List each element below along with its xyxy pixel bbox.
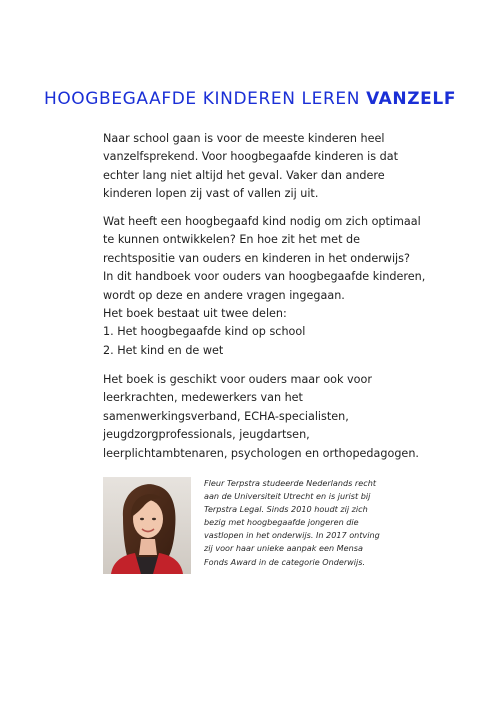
text-line: leerkrachten, medewerkers van het (103, 391, 303, 405)
text-line: Wat heeft een hoogbegaafd kind nodig om zich optimaal (103, 215, 421, 228)
bio-line: Terpstra Legal. Sinds 2010 houdt zij zich (204, 504, 368, 515)
text-line: wordt op deze en andere vragen ingegaan. (103, 288, 345, 302)
text-line: echter lang niet altijd het geval. Vaker dan andere (103, 168, 385, 182)
text-line: Naar school gaan is voor de meeste kinderen heel (103, 132, 385, 145)
paragraph-intro (103, 130, 433, 204)
paragraph-audience (103, 371, 433, 463)
bio-line: aan de Universiteit Utrecht en is jurist bij (204, 491, 371, 502)
author-portrait-image (103, 477, 191, 574)
title-regular: HOOGBEGAAFDE KINDEREN LEREN (43, 89, 367, 109)
author-bio (204, 477, 404, 569)
text-line: Het boek is geschikt voor ouders maar ook voor (103, 373, 372, 386)
text-line: rechtspositie van ouders en kinderen in het onderwijs? (103, 251, 410, 265)
text-line: jeugdzorgprofessionals, jeugdartsen, (103, 428, 310, 442)
text-line: Het boek bestaat uit twee delen: (103, 307, 287, 320)
bio-line: bezig met hoogbegaafde jongeren die (204, 517, 359, 528)
text-line: te kunnen ontwikkelen? En hoe zit het met de (103, 233, 360, 247)
paragraph-parts (103, 305, 433, 360)
list-item: 2. Het kind en de wet (103, 343, 224, 357)
list-item: 1. Het hoogbegaafde kind op school (103, 325, 306, 339)
bio-line: Fleur Terpstra studeerde Nederlands recht (204, 478, 376, 488)
text-line: leerplichtambtenaren, psychologen en orthopedagogen. (103, 446, 419, 460)
author-photo (103, 477, 191, 574)
text-line: kinderen lopen zij vast of vallen zij uit. (103, 187, 319, 201)
title-bold: VANZELF (366, 89, 457, 109)
text-line: vanzelfsprekend. Voor hoogbegaafde kinderen is dat (103, 150, 398, 164)
text-line: In dit handboek voor ouders van hoogbegaafde kinderen, (103, 270, 426, 284)
bio-line: vastlopen in het onderwijs. In 2017 ontving (204, 530, 380, 541)
paragraph-questions (103, 213, 433, 305)
page-title (0, 88, 500, 110)
bio-line: Fonds Award in de categorie Onderwijs. (204, 556, 366, 567)
bio-line: zij voor haar unieke aanpak een Mensa (204, 543, 363, 554)
text-line: samenwerkingsverband, ECHA-specialisten, (103, 409, 349, 423)
